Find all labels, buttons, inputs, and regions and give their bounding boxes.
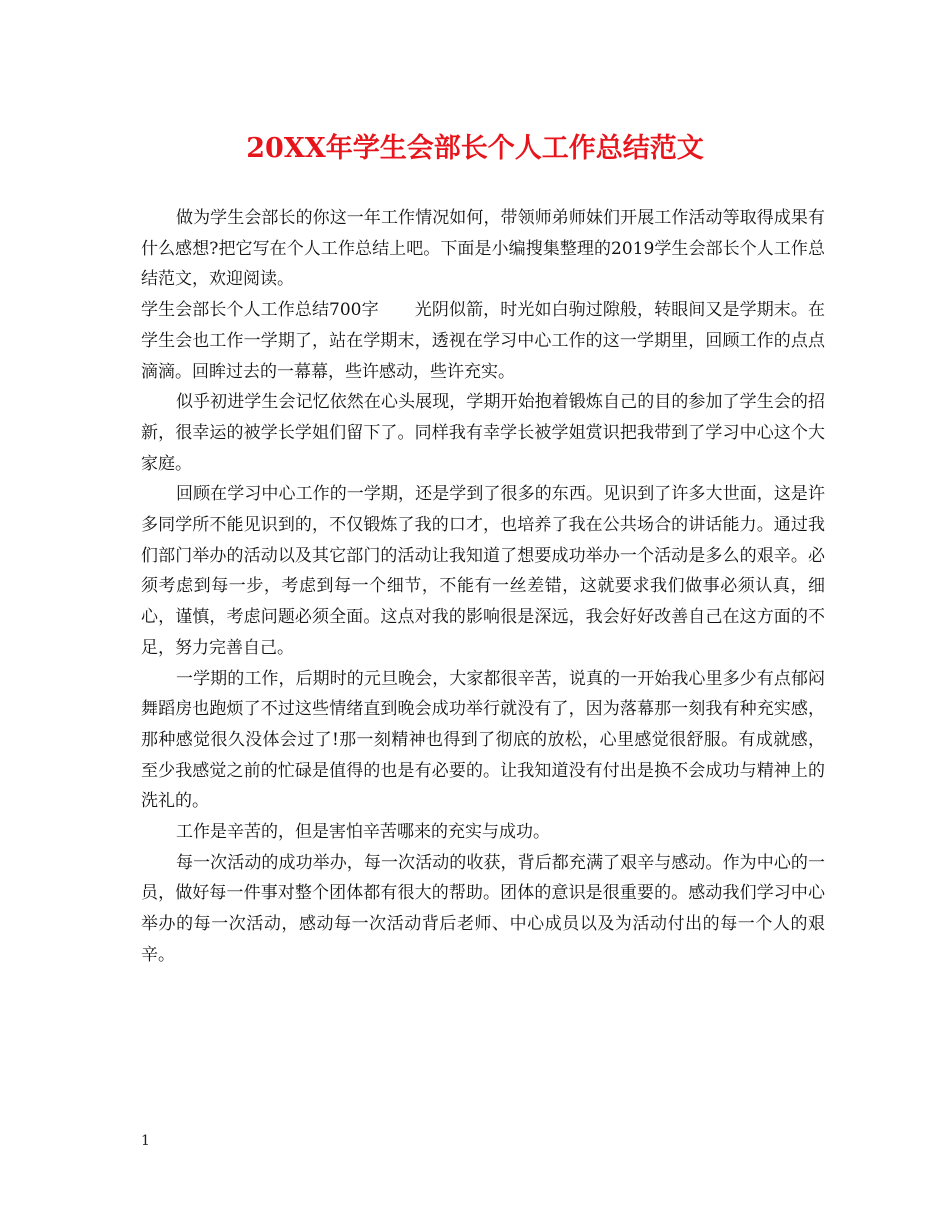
body-paragraph-3: 一学期的工作，后期时的元旦晚会，大家都很辛苦，说真的一开始我心里多少有点郁闷舞蹈房也跑烦了不过这些情绪直到晚会成功举行就没有了，因为落幕那一刻我有种充实感，那种感觉很久没体会过了!那一刻精神也得到了彻底的放松，心里感觉很舒服。有成就感，至少我感觉之前的忙碌是值得的也是有必要的。让我知道没有付出是换不会成功与精神上的洗礼的。 [141,668,825,812]
body-paragraph-4: 工作是辛苦的，但是害怕辛苦哪来的充实与成功。 [176,822,550,843]
section-first-text: 光阴似箭，时光如白驹过隙般，转眼间又是学期末。在学生会也工作一学期了，站在学期末，透视在学习中心工作的这一学期里，回顾工作的点点滴滴。回眸过去的一幕幕，些许感动，些许充实。 [141,300,826,382]
section-heading: 学生会部长个人工作总结700字 [141,300,379,321]
page-number: 1 [141,1133,150,1149]
body-paragraph-1: 似乎初进学生会记忆依然在心头展现，学期开始抱着锻炼自己的目的参加了学生会的招新，很幸运的被学长学姐们留下了。同样我有幸学长被学姐赏识把我带到了学习中心这个大家庭。 [141,392,825,474]
document-body [141,203,825,971]
body-paragraph-5: 每一次活动的成功举办，每一次活动的收获，背后都充满了艰辛与感动。作为中心的一员，做好每一件事对整个团体都有很大的帮助。团体的意识是很重要的。感动我们学习中心举办的每一次活动，感动每一次活动背后老师、中心成员以及为活动付出的每一个人的艰辛。 [141,852,825,965]
body-paragraph-2: 回顾在学习中心工作的一学期，还是学到了很多的东西。见识到了许多大世面，这是许多同学所不能见识到的，不仅锻炼了我的口才，也培养了我在公共场合的讲话能力。通过我们部门举办的活动以及其它部门的活动让我知道了想要成功举办一个活动是多么的艰辛。必须考虑到每一步，考虑到每一个细节，不能有一丝差错，这就要求我们做事必须认真，细心，谨慎，考虑问题必须全面。这点对我的影响很是深远，我会好好改善自己在这方面的不足，努力完善自己。 [141,484,825,658]
document-title: 20XX年学生会部长个人工作总结范文 [246,133,704,164]
intro-paragraph: 做为学生会部长的你这一年工作情况如何，带领师弟师妹们开展工作活动等取得成果有什么感想?把它写在个人工作总结上吧。下面是小编搜集整理的2019学生会部长个人工作总结范文，欢迎阅读。 [141,208,825,290]
section-paragraph [141,295,825,387]
